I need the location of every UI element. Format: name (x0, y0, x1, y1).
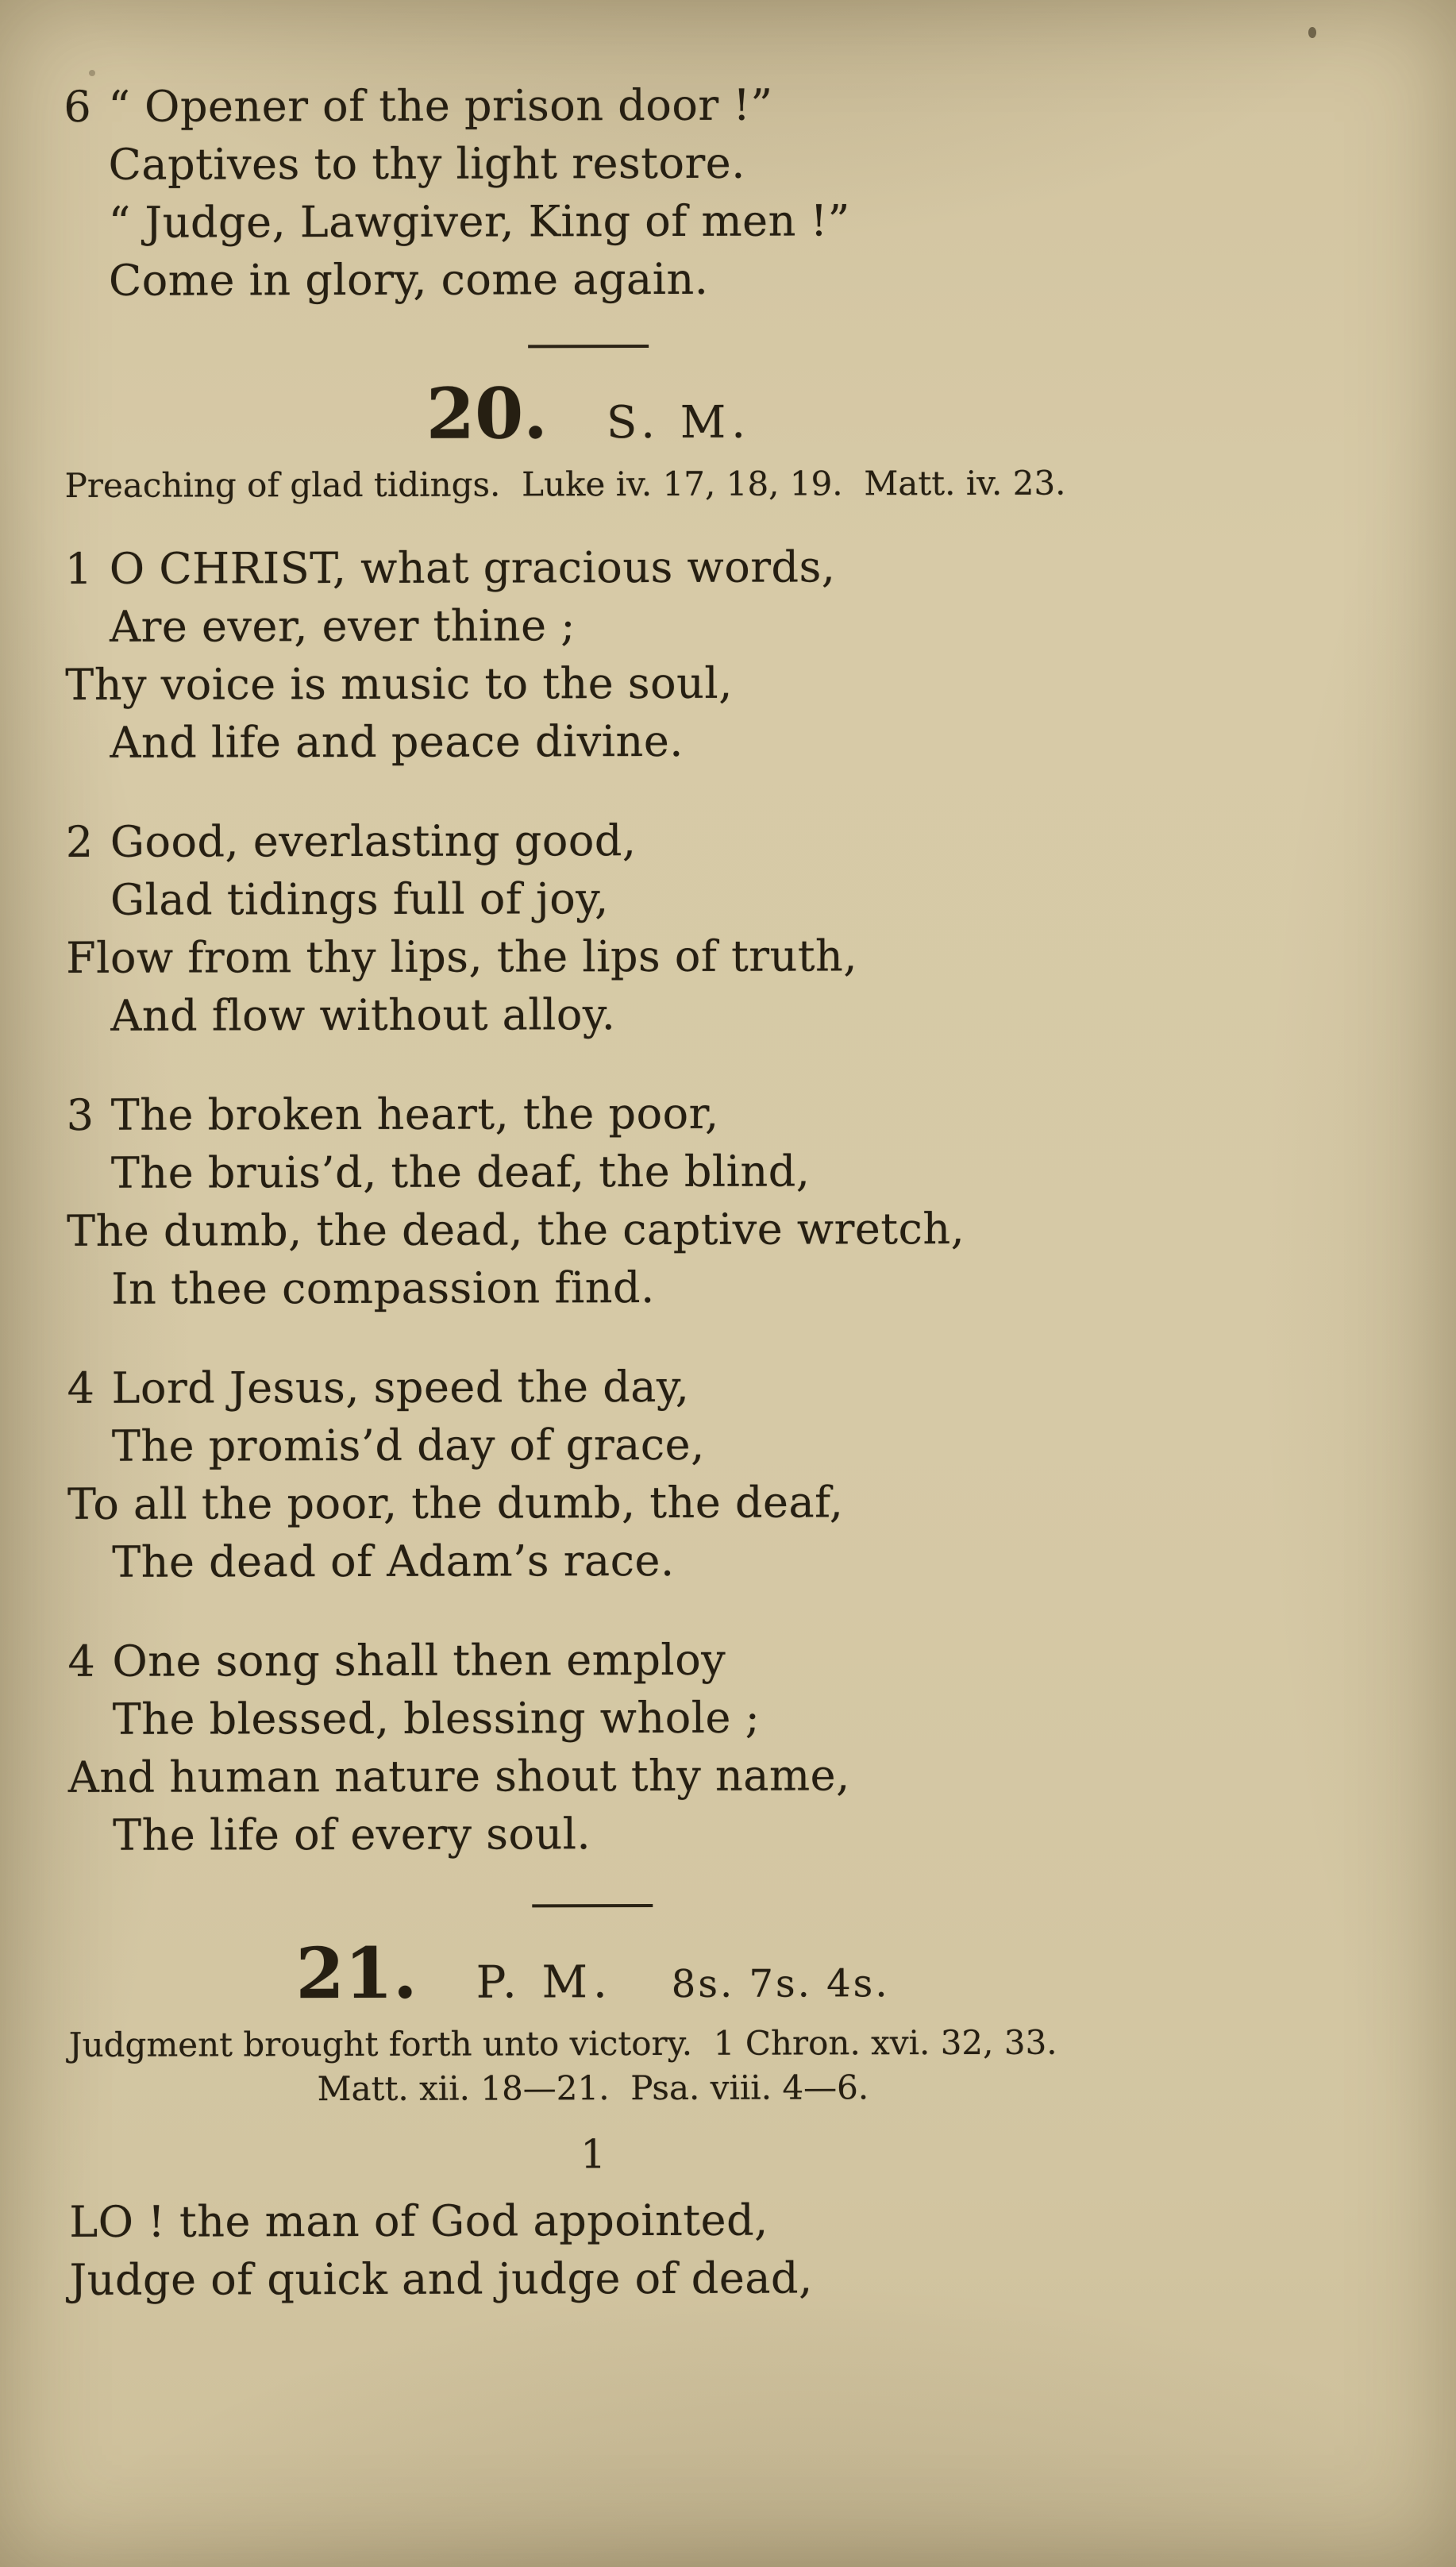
verse-line: LO ! the man of God appointed, (69, 2195, 768, 2247)
continued-stanza (64, 75, 1239, 310)
verse-line: Are ever, ever thine ; (109, 600, 576, 652)
paper-speck (89, 70, 95, 76)
stanza-number: 1 (580, 2131, 607, 2178)
verse-line: The dumb, the dead, the captive wretch, (66, 1203, 965, 1256)
hymn-number: 20. (426, 372, 549, 455)
verse-line: “ Judge, Lawgiver, King of men !” (108, 195, 850, 248)
verse-line: Captives to thy light restore. (108, 137, 745, 190)
stanza-number: 2 (65, 816, 94, 867)
stanza-number: 3 (66, 1089, 94, 1140)
hymn-meter: P. M. (476, 1956, 613, 2009)
stanza (67, 1629, 1243, 1864)
stanza (69, 2190, 1244, 2309)
stanza (65, 537, 1241, 772)
verse-line: The dead of Adam’s race. (112, 1535, 675, 1587)
verse-text: “ Opener of the prison door !” (108, 79, 773, 132)
verse-text: O CHRIST, what gracious words, (109, 542, 836, 594)
text-column (64, 343, 1112, 455)
hymn-21-caption-line2: Matt. xii. 18—21. Psa. viii. 4—6. (317, 2068, 869, 2109)
verse-line: Come in glory, come again. (108, 253, 709, 306)
hymn-20-heading (64, 372, 1112, 455)
verse-line: In thee compassion find. (111, 1262, 655, 1314)
page-content (64, 75, 1244, 2350)
verse-line (66, 810, 1241, 871)
stanza (67, 1356, 1242, 1591)
stanza-number: 6 (64, 81, 92, 132)
verse-line: Thy voice is music to the soul, (65, 657, 733, 710)
verse-line: Judge of quick and judge of dead, (69, 2253, 813, 2305)
text-column (69, 2064, 1117, 2178)
verse-line (67, 1356, 1242, 1417)
verse-line (64, 75, 1238, 136)
verse-text: Lord Jesus, speed the day, (111, 1361, 690, 1413)
hymn-21-heading (68, 1931, 1116, 2015)
verse-line (67, 1083, 1242, 1144)
hymn-20-caption: Preaching of glad tidings. Luke iv. 17, 18, 19. Matt. iv. 23. (64, 463, 1066, 505)
verse-line: Flow from thy lips, the lips of truth, (66, 931, 858, 983)
section-divider (528, 345, 649, 348)
section-divider (532, 1904, 653, 1907)
verse-line: Glad tidings full of joy, (110, 873, 609, 925)
verse-line: And flow without alloy. (110, 989, 616, 1041)
hymn-meter: S. M. (606, 396, 752, 449)
verse-line (65, 537, 1240, 598)
stanza-number: 4 (67, 1636, 96, 1686)
verse-text: One song shall then employ (112, 1634, 726, 1686)
verse-line (67, 1629, 1242, 1690)
verse-text: The broken heart, the poor, (110, 1088, 719, 1140)
stanza-number: 4 (67, 1363, 95, 1413)
stanza (67, 1083, 1242, 1318)
verse-line: And life and peace divine. (110, 715, 684, 768)
text-column (68, 1902, 1116, 2015)
verse-text: Good, everlasting good, (110, 815, 637, 867)
hymn-meter-detail: 8s. 7s. 4s. (671, 1961, 890, 2006)
paper-speck (1308, 27, 1316, 38)
verse-line: The life of every soul. (112, 1809, 591, 1860)
verse-line: The bruis’d, the deaf, the blind, (110, 1146, 811, 1198)
hymn-21-caption-line1: Judgment brought forth unto victory. 1 Chron. xvi. 32, 33. (68, 2022, 1057, 2064)
hymn-number: 21. (295, 1931, 418, 2015)
stanza-number: 1 (64, 543, 93, 594)
stanza (66, 810, 1242, 1045)
verse-line: To all the poor, the dumb, the deaf, (67, 1477, 844, 1529)
verse-line: The promis’d day of grace, (111, 1419, 705, 1471)
verse-line: The blessed, blessing whole ; (112, 1692, 761, 1744)
verse-line: And human nature shout thy name, (67, 1750, 850, 1802)
